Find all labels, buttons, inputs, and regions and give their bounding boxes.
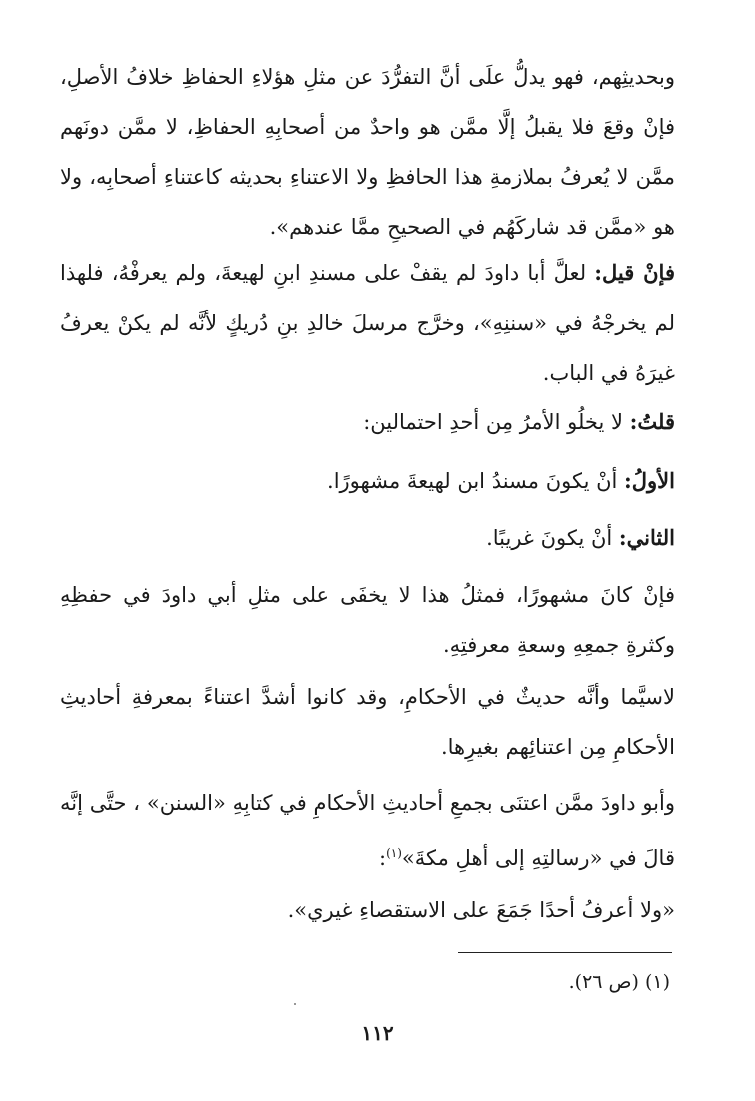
paragraph-7 [60, 672, 675, 772]
paragraph-3-text: لا يخلُو الأمرُ مِن أحدِ احتمالين: [363, 410, 630, 434]
paragraph-4-text: أنْ يكونَ مسندُ ابن لهيعةَ مشهورًا. [327, 469, 625, 493]
paragraph-8 [60, 778, 675, 883]
paragraph-4 [60, 456, 675, 506]
footnote: (١) (ص ٢٦). [568, 971, 670, 993]
paragraph-2-lead: فإنْ قيل: [594, 260, 675, 285]
paragraph-2 [60, 248, 675, 398]
paragraph-9 [60, 885, 675, 935]
paragraph-3 [60, 397, 675, 447]
page-number: ١١٢ [361, 1021, 394, 1045]
footnote-divider [458, 952, 672, 953]
paragraph-1 [60, 52, 675, 252]
paragraph-5 [60, 513, 675, 563]
paragraph-6-text: فإنْ كانَ مشهورًا، فمثلُ هذا لا يخفَى على مثلِ أبي داودَ في حفظِهِ وكثرةِ جمعِهِ وسعةِ معرفتِهِ. [60, 583, 675, 657]
paragraph-1-text: وبحديثِهم، فهو يدلُّ علَى أنَّ التفرُّدَ عن مثلِ هؤلاءِ الحفاظِ خلافُ الأصلِ، فإنْ وقعَ فلا يقبلُ إلَّا ممَّن هو واحدٌ من أصحابِهِ الحفاظِ، لا ممَّن دونَهم ممَّن لا يُعرفُ بملازمةِ هذا الحافظِ ولا الاعتناءِ بحديثه كاعتناءِ أصحابِه، ولا هو «ممَّن قد شاركَهُم في الصحيحِ ممَّا عندهم». [60, 65, 676, 239]
scan-speck [294, 1003, 296, 1005]
paragraph-3-lead: قلتُ: [629, 409, 675, 434]
footnote-reference: (١) [386, 846, 402, 860]
paragraph-8-tail: : [379, 846, 387, 870]
paragraph-9-text: «ولا أعرفُ أحدًا جَمَعَ على الاستقصاءِ غيري». [287, 898, 675, 922]
paragraph-6 [60, 570, 675, 670]
paragraph-7-text: لاسيَّما وأنَّه حديثٌ في الأحكامِ، وقد كانوا أشدَّ اعتناءً بمعرفةِ أحاديثِ الأحكامِ مِن اعتنائِهم بغيرِها. [60, 685, 675, 759]
paragraph-5-text: أنْ يكونَ غريبًا. [486, 526, 619, 550]
paragraph-5-lead: الثاني: [618, 525, 675, 550]
paragraph-4-lead: الأولُ: [624, 468, 675, 493]
paragraph-8-text: وأبو داودَ ممَّن اعتنَى بجمعِ أحاديثِ الأحكامِ في كتابِهِ «السنن» ، حتَّى إنَّه قالَ في «رسالتِهِ إلى أهلِ مكةَ» [60, 791, 675, 870]
paragraph-2-text: لعلَّ أبا داودَ لم يقفْ على مسندِ ابنِ لهيعةَ، ولم يعرفْهُ، فلهذا لم يخرجْهُ في «سننِهِ»، وخرَّج مرسلَ خالدِ بنِ دُريكٍ لأنَّه لم يكنْ يعرفُ غيرَهُ في الباب. [60, 261, 675, 385]
